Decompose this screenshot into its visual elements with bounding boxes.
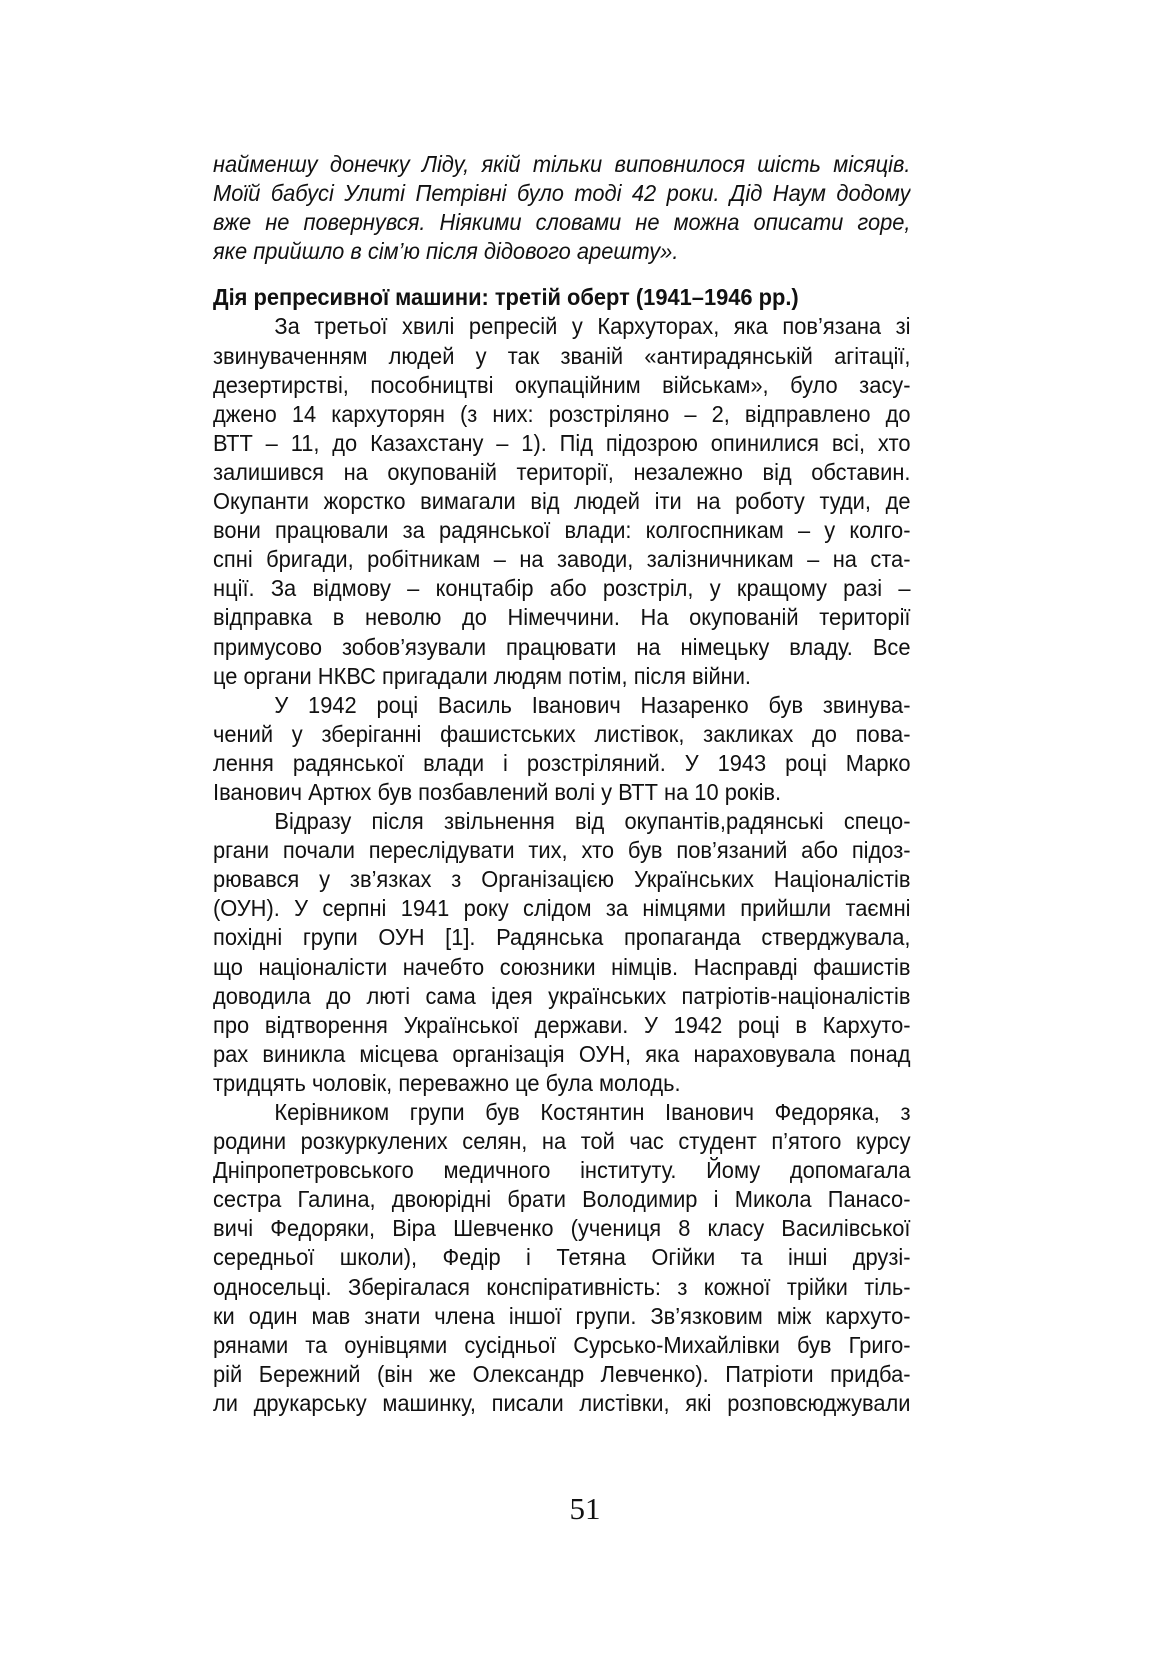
paragraph (213, 1098, 910, 1418)
paragraph (213, 691, 910, 807)
paragraph (213, 807, 910, 1098)
paragraph-line: Керівником групи був Костянтин Іванович Федоряка, з (274, 1099, 911, 1125)
paragraph-line: вичі Федоряки, Віра Шевченко (учениця 8 класу Василівської (213, 1215, 911, 1242)
paragraph-line: середньої школи), Федір і Тетяна Огійки та інші друзі- (213, 1244, 911, 1271)
paragraph-line: про відтворення Української держави. У 1942 році в Кархуто- (213, 1011, 911, 1038)
quote-line: вже не повернувся. Ніякими словами не можна описати горе, (213, 209, 911, 236)
paragraph-line: (ОУН). У серпні 1941 року слідом за німцями прийшли таємні (213, 895, 911, 922)
paragraph-line: вони працювали за радянської влади: колгоспникам – у колго- (213, 517, 911, 544)
paragraph-line: похідні групи ОУН [1]. Радянська пропаганда стверджувала, (213, 924, 911, 951)
paragraph-line: доводила до люті сама ідея українських патріотів-націоналістів (213, 982, 911, 1009)
text-column (213, 150, 910, 1418)
paragraph-line: ли друкарську машинку, писали листівки, які розповсюджували (213, 1389, 911, 1416)
paragraph-line: Дніпропетровського медичного інституту. Йому допомагала (213, 1157, 911, 1184)
paragraph-line: родини розкуркулених селян, на той час студент п’ятого курсу (213, 1128, 911, 1155)
paragraph-line: За третьої хвилі репресій у Кархуторах, яка пов’язана зі (274, 313, 911, 340)
paragraph-line: відправка в неволю до Німеччини. На окупованій території (213, 604, 911, 631)
paragraph (213, 312, 910, 690)
paragraph-line: залишився на окупованій території, незалежно від обставин. (213, 458, 911, 485)
paragraph-line: це органи НКВС пригадали людям потім, після війни. (213, 662, 752, 689)
quote-line: яке прийшло в сім’ю після дідового арешту». (213, 238, 679, 265)
paragraph-line: Окупанти жорстко вимагали від людей іти на роботу туди, де (213, 488, 911, 515)
paragraph-line: односельці. Зберігалася конспіративність: з кожної трійки тіль- (213, 1273, 911, 1300)
paragraph-line: джено 14 кархуторян (з них: розстріляно – 2, відправлено до (213, 400, 911, 427)
quote-line: Моїй бабусі Улиті Петрівні було тоді 42 роки. Дід Наум додому (213, 180, 911, 207)
paragraph-line: сестра Галина, двоюрідні брати Володимир і Микола Панасо- (213, 1186, 911, 1213)
quote-line: найменшу донечку Ліду, якій тільки виповнилося шість місяців. (213, 151, 911, 177)
paragraph-line: Відразу після звільнення від окупантів,радянські спецо- (274, 808, 911, 835)
paragraph-line: рій Бережний (він же Олександр Левченко). Патріоти придба- (213, 1360, 911, 1387)
paragraph-line: ргани почали переслідувати тих, хто був пов’язаний або підоз- (213, 837, 911, 864)
paragraph-line: спні бригади, робітникам – на заводи, залізничникам – на ста- (213, 546, 911, 573)
section-heading: Дія репресивної машини: третій оберт (1941–1946 рр.) (213, 284, 799, 311)
paragraph-line: примусово зобов’язували працювати на німецьку владу. Все (213, 633, 911, 660)
paragraph-line: ВТТ – 11, до Казахстану – 1). Під підозрою опинилися всі, хто (213, 429, 911, 456)
paragraph-line: рах виникла місцева організація ОУН, яка нараховувала понад (213, 1040, 911, 1067)
paragraph-line: Іванович Артюх був позбавлений волі у ВТТ на 10 років. (213, 778, 782, 805)
quote-block (213, 150, 910, 266)
paragraph-line: рянами та оунівцями сусідньої Сурсько-Михайлівки був Григо- (213, 1331, 911, 1358)
page-number: 51 (569, 1491, 601, 1526)
paragraph-line: лення радянської влади і розстріляний. У 1943 році Марко (213, 749, 911, 776)
paragraph-line: У 1942 році Василь Іванович Назаренко був звинува- (274, 691, 911, 718)
paragraph-line: нції. За відмову – концтабір або розстріл, у кращому разі – (213, 575, 911, 602)
paragraph-line: звинуваченням людей у так званій «антирадянській агітації, (213, 342, 911, 369)
paragraph-line: чений у зберіганні фашистських листівок, закликах до пова- (213, 720, 911, 747)
paragraph-line: тридцять чоловік, переважно це була молодь. (213, 1069, 681, 1096)
paragraph-line: що націоналісти начебто союзники німців. Насправді фашистів (213, 953, 911, 980)
paragraph-line: рювався у зв’язках з Організацією Українських Націоналістів (213, 866, 911, 893)
paragraph-line: дезертирстві, пособництві окупаційним військам», було засу- (213, 371, 911, 398)
section-body (213, 312, 910, 1418)
paragraph-line: ки один мав знати члена іншої групи. Зв’язковим між кархуто- (213, 1302, 911, 1329)
